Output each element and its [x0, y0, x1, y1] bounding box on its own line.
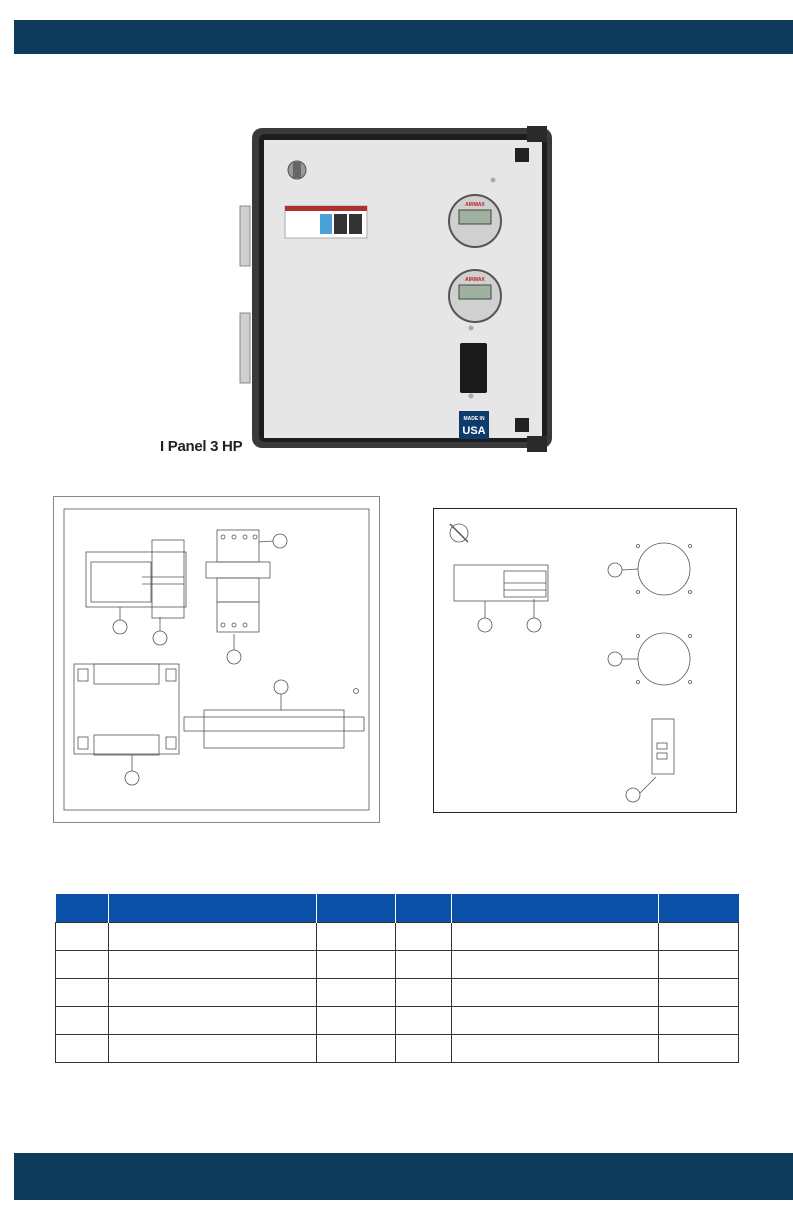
badge-line-2: USA: [462, 425, 486, 437]
table-header-cell: [452, 894, 659, 923]
table-row: [56, 1035, 739, 1063]
table-row: [56, 923, 739, 951]
top-banner: [14, 20, 793, 54]
parts-table: [55, 894, 739, 1063]
table-header-cell: [396, 894, 452, 923]
timer-brand: AIRMAX: [465, 277, 485, 283]
table-header-cell: [109, 894, 317, 923]
control-panel-photo: [235, 118, 570, 468]
table-header-cell: [317, 894, 396, 923]
table-header-cell: [56, 894, 109, 923]
component-drawing-left: [53, 496, 380, 823]
breaker-strip: [285, 206, 367, 238]
component-drawing-right: [433, 508, 737, 813]
badge-line-1: MADE IN: [463, 416, 485, 422]
table-row: [56, 979, 739, 1007]
receptacle: [460, 343, 487, 393]
made-in-usa-badge: [459, 411, 489, 439]
timer-brand: AIRMAX: [465, 202, 485, 208]
digital-timer: [449, 195, 501, 247]
panel-caption: I Panel 3 HP: [160, 438, 243, 455]
table-header-cell: [659, 894, 739, 923]
disconnect-knob: [288, 161, 306, 179]
table-row: [56, 1007, 739, 1035]
digital-timer: [449, 270, 501, 322]
table-row: [56, 951, 739, 979]
table-header-row: [56, 894, 739, 923]
bottom-banner: [14, 1153, 793, 1200]
